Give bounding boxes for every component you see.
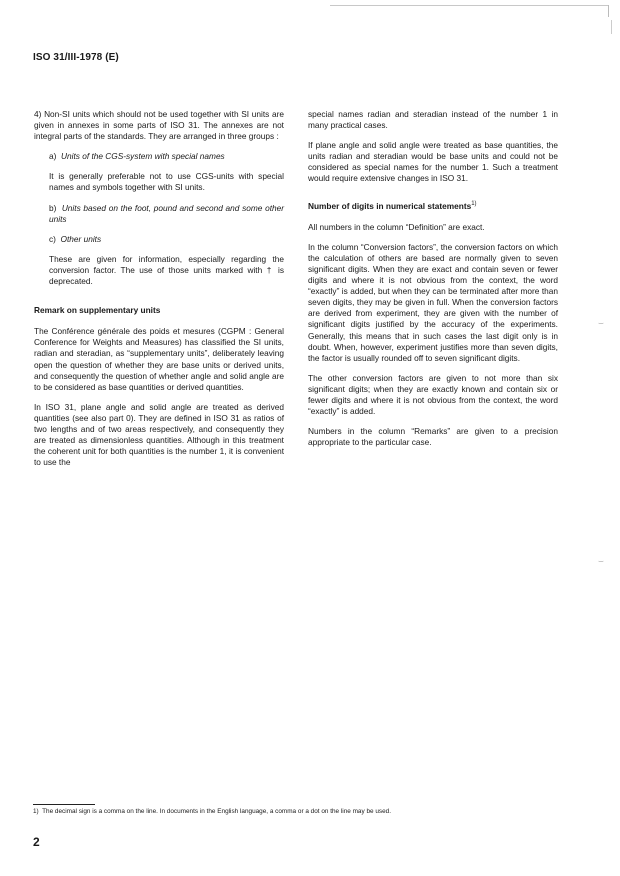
- paragraph: 4) Non-SI units which should not be used together with SI units are given in annexes in some parts of ISO 31. The annexes are not integral parts of the standards. They are arranged in three groups :: [34, 109, 284, 142]
- dagger-symbol: †: [266, 264, 274, 275]
- scan-mark: ⌣: [598, 556, 604, 566]
- document-header: ISO 31/III-1978 (E): [33, 52, 119, 63]
- section-heading: Remark on supplementary units: [34, 305, 161, 316]
- footnote-ref: 1): [471, 200, 477, 207]
- paragraph: In ISO 31, plane angle and solid angle are treated as derived quantities (see also part 0). They are defined in ISO 31 as ratios of two lengths and of two areas respectively, and consequently they are treated as dimensionless quantities. Although in this treatment the coherent unit for both quantities is the number 1, it is convenient to use the: [34, 401, 284, 468]
- paragraph: All numbers in the column “Definition” are exact.: [308, 221, 485, 232]
- scan-mark: ⌣: [598, 318, 604, 328]
- paragraph: The other conversion factors are given to not more than six significant digits; when they are exactly known and contain six or fewer digits and where it is not obvious from the context, the word “exactly” is added.: [308, 372, 558, 417]
- paragraph: It is generally preferable not to use CGS-units with special names and symbols together with SI units.: [49, 171, 284, 193]
- paragraph: The Conférence générale des poids et mesures (CGPM : General Conference for Weights and Measures) has classified the SI units, radian and steradian, as “supplementary units”, deliberately leaving open the question of whether they are base units or derived units, and consequently the question of whether angle and solid angle are to be considered as base quantities or derived quantities.: [34, 326, 284, 392]
- margin-tick: [611, 20, 612, 34]
- paragraph: These are given for information, especially regarding the conversion factor. The use of those units marked with † is deprecated.: [49, 253, 284, 287]
- paragraph: Numbers in the column “Remarks” are given to a precision appropriate to the particular case.: [308, 426, 558, 448]
- right-column: [308, 109, 558, 457]
- left-column: [34, 109, 284, 477]
- paragraph: If plane angle and solid angle were treated as base quantities, the units radian and steradian would be base units and could not be considered as special names for the number 1. Such a treatment would require extensive changes in ISO 31.: [308, 140, 558, 184]
- footnote: 1) The decimal sign is a comma on the line. In documents in the English language, a comma or a dot on the line may be used.: [33, 808, 391, 815]
- section-heading: Number of digits in numerical statements$^{1)}$: [308, 200, 477, 211]
- top-rule: [330, 5, 608, 6]
- list-item: b) Units based on the foot, pound and second and some other units: [49, 202, 284, 224]
- margin-tick: [608, 5, 609, 17]
- footnote-rule: [33, 804, 95, 805]
- list-item: a) Units of the CGS-system with special names: [49, 151, 225, 162]
- paragraph: In the column “Conversion factors”, the conversion factors on which the calculation of others are based are normally given to seven significant digits. When they are exact and contain seven or fewer digits and where it is not obvious from the context, the word “exactly” is added, but when they can be terminated after more than seven digits, they may be given in full. When the conversion factors are derived from experiment, they are given with the number of significant digits justified by the accuracy of the experiments. Generally, this means that in such cases the last digit only is in doubt. When, however, experiment justifies more than seven digits, the factor is usually rounded off to seven significant digits.: [308, 241, 558, 363]
- paragraph: special names radian and steradian instead of the number 1 in many practical cases.: [308, 109, 558, 131]
- page-number: 2: [33, 835, 40, 849]
- list-item: c) Other units: [49, 233, 102, 244]
